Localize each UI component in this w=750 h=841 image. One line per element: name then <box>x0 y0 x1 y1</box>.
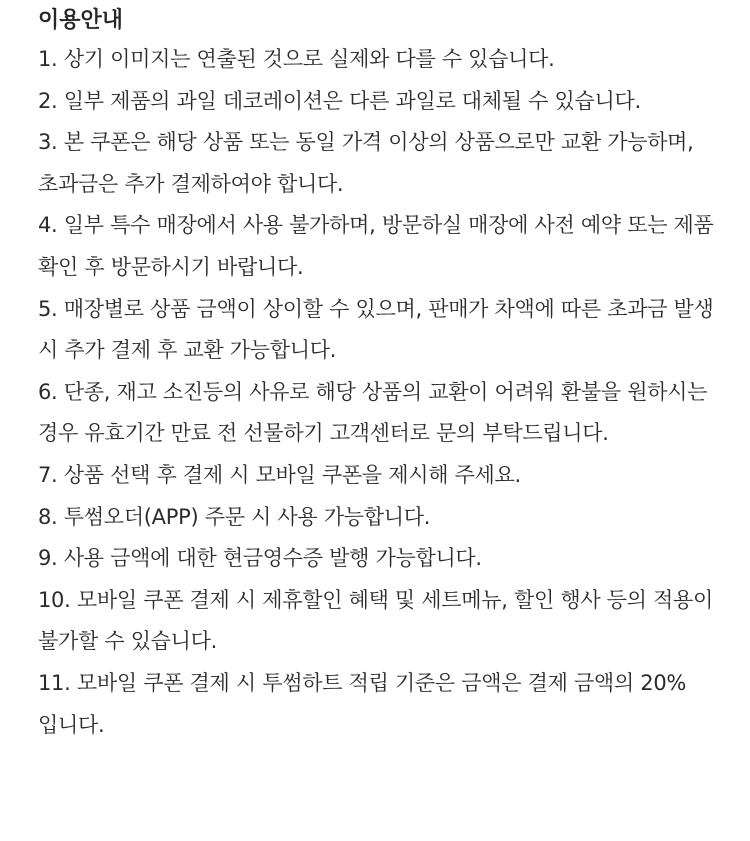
notice-item-7: 7. 상품 선택 후 결제 시 모바일 쿠폰을 제시해 주세요. <box>38 462 521 487</box>
notice-item-3: 3. 본 쿠폰은 해당 상품 또는 동일 가격 이상의 상품으로만 교환 가능하며, 초과금은 추가 결제하여야 합니다. <box>38 130 694 196</box>
usage-notice <box>38 0 728 746</box>
notice-item-2: 2. 일부 제품의 과일 데코레이션은 다른 과일로 대체될 수 있습니다. <box>38 88 641 113</box>
notice-item-4: 4. 일부 특수 매장에서 사용 불가하며, 방문하실 매장에 사전 예약 또는 제품 확인 후 방문하시기 바랍니다. <box>38 213 714 279</box>
notice-item-6: 6. 단종, 재고 소진등의 사유로 해당 상품의 교환이 어려워 환불을 원하시는 경우 유효기간 만료 전 선물하기 고객센터로 문의 부탁드립니다. <box>38 379 708 446</box>
notice-item-1: 1. 상기 이미지는 연출된 것으로 실제와 다를 수 있습니다. <box>38 47 555 71</box>
notice-item-9: 9. 사용 금액에 대한 현금영수증 발행 가능합니다. <box>38 546 482 571</box>
notice-title: 이용안내 <box>38 8 124 33</box>
notice-item-8: 8. 투썸오더(APP) 주문 시 사용 가능합니다. <box>38 504 431 529</box>
notice-item-5: 5. 매장별로 상품 금액이 상이할 수 있으며, 판매가 차액에 따른 초과금 발생 시 추가 결제 후 교환 가능합니다. <box>38 296 714 363</box>
notice-item-10: 10. 모바일 쿠폰 결제 시 제휴할인 혜택 및 세트메뉴, 할인 행사 등의 적용이 불가할 수 있습니다. <box>38 587 713 654</box>
notice-list <box>38 39 728 746</box>
notice-item-11: 11. 모바일 쿠폰 결제 시 투썸하트 적립 기준은 금액은 결제 금액의 20%입니다. <box>38 670 687 737</box>
